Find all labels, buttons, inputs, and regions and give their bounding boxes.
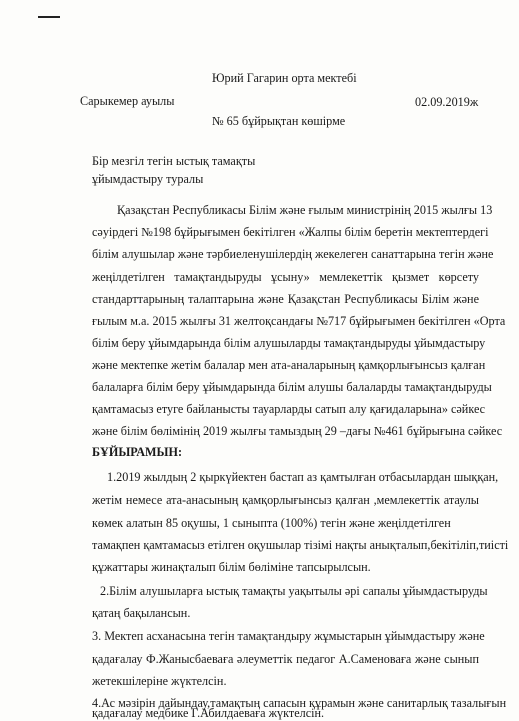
item-2-line: қатаң бақылансын. <box>92 606 191 620</box>
preamble-line: қамтамасыз етуге байланысты тауарларды сатып алу қағидаларына» сәйкес <box>92 402 486 416</box>
preamble-line: сәуірдегі №198 бұйрығымен бекітілген «Жалпы білім беретін мектептердегі <box>92 225 489 239</box>
preamble-line: және білім бөлімінің 2019 жылғы тамыздың 29 –дағы №461 бұйрығына сәйкес <box>92 424 503 438</box>
subject-line: Бір мезгіл тегін ыстық тамақты <box>92 154 256 168</box>
school-name: Юрий Гагарин орта мектебі <box>212 71 357 85</box>
item-4-line: 4.Ас мәзірін дайындау,тамақтың сапасын құрамын және санитарлық тазалығын <box>92 696 507 710</box>
subject-line: ұйымдастыру туралы <box>92 172 204 186</box>
preamble-line: стандарттарының талаптарына және Қазақстан Республикасы Білім және <box>92 292 479 306</box>
order-heading: БҰЙЫРАМЫН: <box>92 445 183 459</box>
item-1-line: құжаттары жинақталып білім бөліміне тапсырылсын. <box>92 560 371 574</box>
item-2-line: 2.Білім алушыларға ыстық тамақты уақытылы әрі сапалы ұйымдастыруды <box>100 584 488 598</box>
preamble-line: білім беру ұйымдарында білім алушыларды тамақтандыруды ұйымдастыру <box>92 336 486 350</box>
document-date: 02.09.2019ж <box>415 95 479 109</box>
item-1-line: көмек алатын 85 оқушы, 1 сыныпта (100%) тегін және жеңілдетілген <box>92 516 451 530</box>
item-3-line: жетекшілеріне жүктелсін. <box>92 674 227 688</box>
village-name: Сарыкемер ауылы <box>80 94 175 108</box>
item-1-line: тамақпен қамтамасыз етілген оқушылар тізімі нақты анықталып,бекітіліп,тиісті <box>92 538 509 552</box>
preamble-line: ғылым м.а. 2015 жылғы 31 желтоқсандағы №717 бұйрығымен бекітілген «Орта <box>92 314 506 328</box>
item-4-line: қадағалау медбике Г.Абилдаеваға жүктелсін. <box>92 706 325 720</box>
corner-pen-mark <box>38 16 60 18</box>
preamble-line: балаларға білім беру ұйымдарында білім алушы балаларды тамақтандыруды <box>92 380 492 394</box>
order-number: № 65 бұйрықтан көшірме <box>212 114 346 128</box>
preamble-line: білім алушылар және тәрбиеленушілердің жекелеген санаттарына тегін және <box>92 247 494 261</box>
item-1-line: 1.2019 жылдың 2 қыркүйектен бастап аз қамтылған отбасылардан шыққан, <box>107 470 499 484</box>
item-3-line: қадағалау Ф.Жанысбаеваға әлеуметтік педагог А.Саменоваға және сынып <box>92 652 479 666</box>
preamble-line: және мектепке жетім балалар мен ата-аналарының қамқорлығынсыз қалған <box>92 358 486 372</box>
item-3-line: 3. Мектеп асханасына тегін тамақтандыру жұмыстарын ұйымдастыру және <box>92 629 485 643</box>
preamble-line: Қазақстан Республикасы Білім және ғылым министрінің 2015 жылғы 13 <box>117 203 493 217</box>
item-1-line: жетім немесе ата-анасының қамқорлығынсыз қалған ,мемлекеттік атаулы <box>92 493 479 507</box>
preamble-line: жеңілдетілген тамақтандыруды ұсыну» мемлекеттік қызмет көрсету <box>92 270 479 284</box>
